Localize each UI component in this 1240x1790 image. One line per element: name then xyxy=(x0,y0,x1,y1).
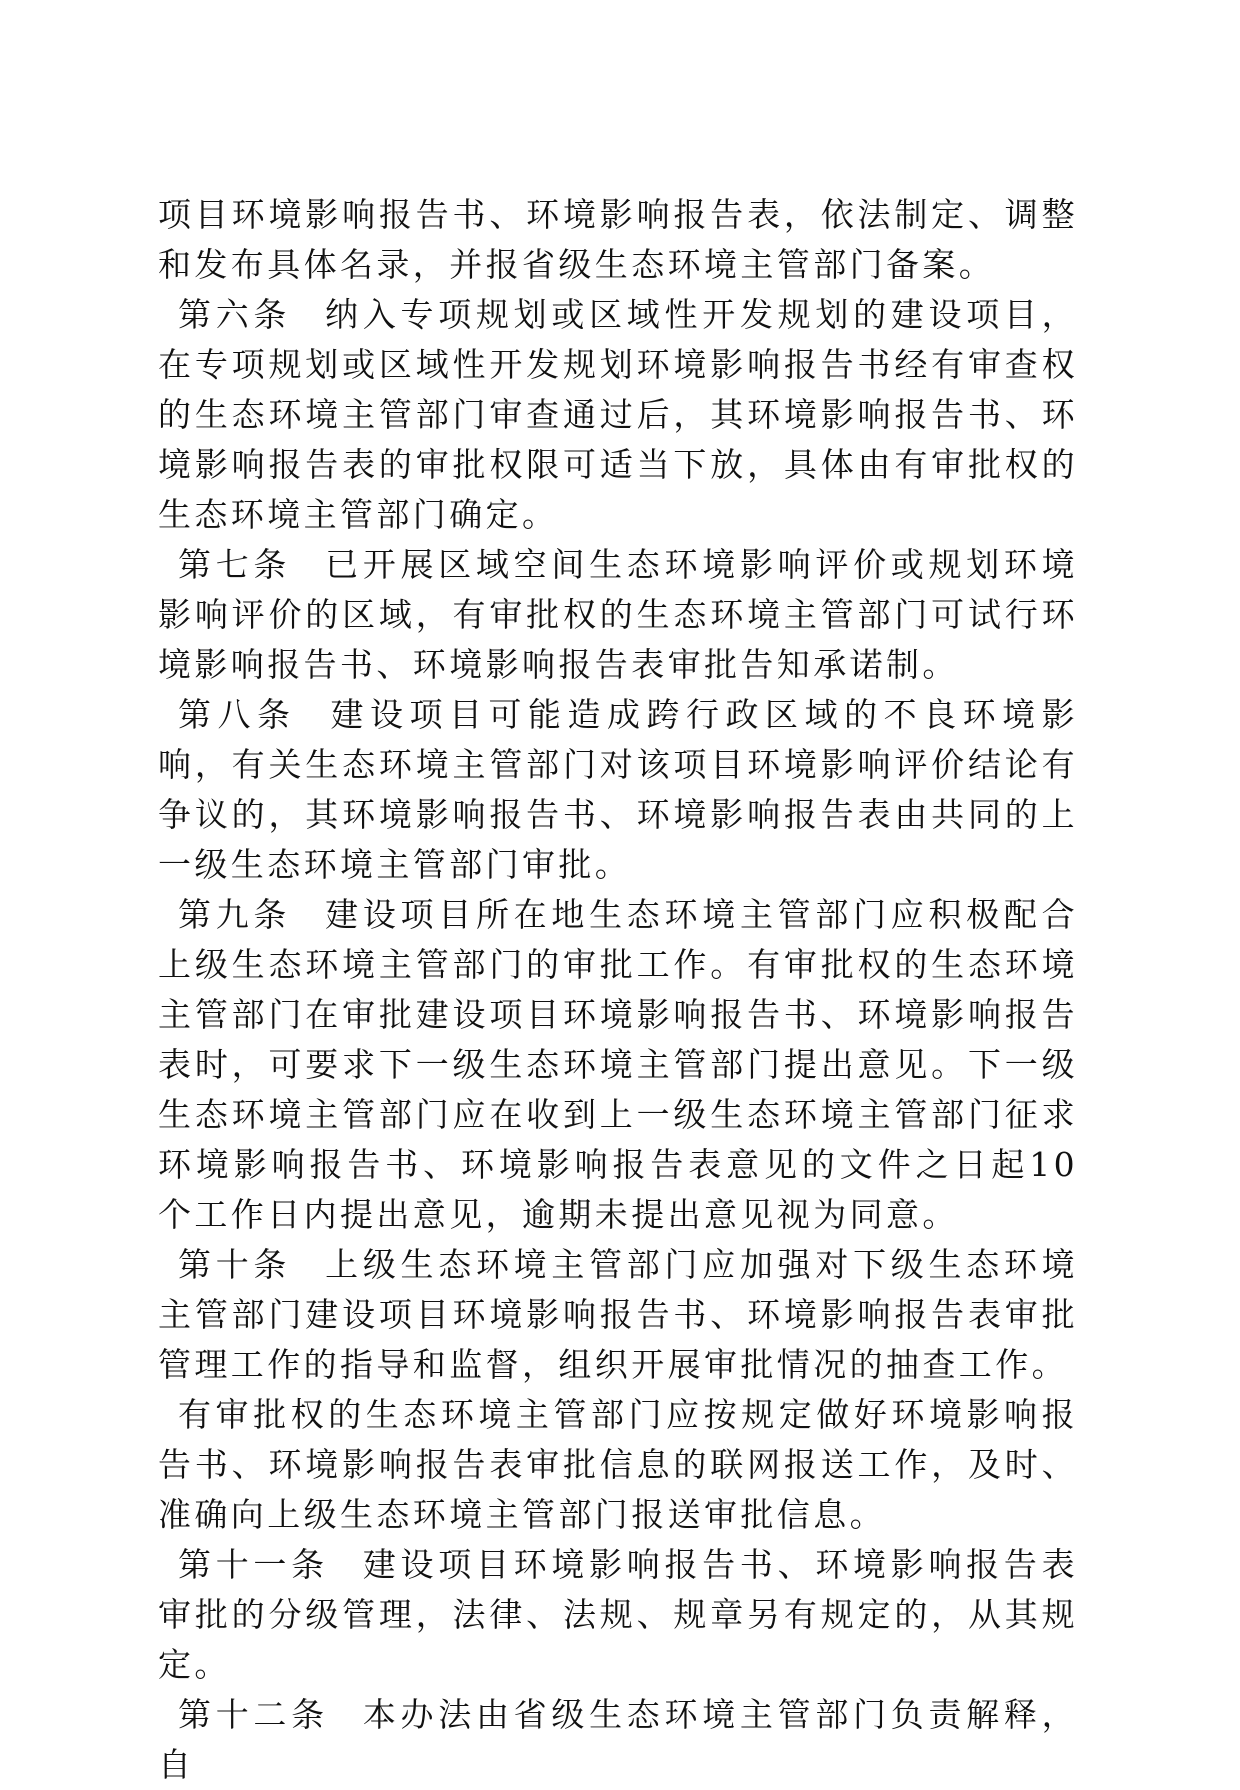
article-number: 第十一条 xyxy=(178,1545,329,1584)
article-number: 第十条 xyxy=(178,1245,292,1284)
paragraph-text: 有审批权的生态环境主管部门应按规定做好环境影响报告书、环境影响报告表审批信息的联网报送工作，及时、准确向上级生态环境主管部门报送审批信息。 xyxy=(158,1395,1078,1534)
article-11 xyxy=(158,1540,1078,1690)
article-number: 第七条 xyxy=(178,545,292,584)
article-number: 第八条 xyxy=(178,695,297,734)
paragraph-text: 上级生态环境主管部门应加强对下级生态环境主管部门建设项目环境影响报告书、环境影响报告表审批管理工作的指导和监督，组织开展审批情况的抽查工作。 xyxy=(158,1245,1079,1384)
article-6 xyxy=(158,290,1078,540)
document-body xyxy=(158,190,1078,1790)
article-10-paragraph-2 xyxy=(158,1390,1078,1540)
article-number: 第六条 xyxy=(178,295,292,334)
paragraph-text: 建设项目环境影响报告书、环境影响报告表审批的分级管理，法律、法规、规章另有规定的，从其规定。 xyxy=(158,1545,1078,1684)
article-number: 第十二条 xyxy=(178,1695,329,1734)
article-8 xyxy=(158,690,1078,890)
article-7 xyxy=(158,540,1078,690)
paragraph-text: 建设项目可能造成跨行政区域的不良环境影响，有关生态环境主管部门对该项目环境影响评价结论有争议的，其环境影响报告书、环境影响报告表由共同的上一级生态环境主管部门审批。 xyxy=(158,695,1078,884)
paragraph-text: 建设项目所在地生态环境主管部门应积极配合上级生态环境主管部门的审批工作。有审批权的生态环境主管部门在审批建设项目环境影响报告书、环境影响报告表时，可要求下一级生态环境主管部门提出意见。下一级生态环境主管部门应在收到上一级生态环境主管部门征求环境影响报告书、环境影响报告表意见的文件之日起10个工作日内提出意见，逾期未提出意见视为同意。 xyxy=(158,895,1079,1234)
article-9 xyxy=(158,890,1078,1240)
paragraph-text: 纳入专项规划或区域性开发规划的建设项目，在专项规划或区域性开发规划环境影响报告书经有审查权的生态环境主管部门审查通过后，其环境影响报告书、环境影响报告表的审批权限可适当下放，具体由有审批权的生态环境主管部门确定。 xyxy=(158,295,1079,534)
paragraph-text: 已开展区域空间生态环境影响评价或规划环境影响评价的区域，有审批权的生态环境主管部门可试行环境影响报告书、环境影响报告表审批告知承诺制。 xyxy=(158,545,1079,684)
paragraph-text: 本办法由省级生态环境主管部门负责解释，自 xyxy=(158,1695,1078,1784)
paragraph-continued xyxy=(158,190,1078,290)
article-12 xyxy=(158,1690,1078,1790)
paragraph-text: 项目环境影响报告书、环境影响报告表，依法制定、调整和发布具体名录，并报省级生态环境主管部门备案。 xyxy=(158,195,1078,284)
article-10 xyxy=(158,1240,1078,1390)
article-number: 第九条 xyxy=(178,895,292,934)
